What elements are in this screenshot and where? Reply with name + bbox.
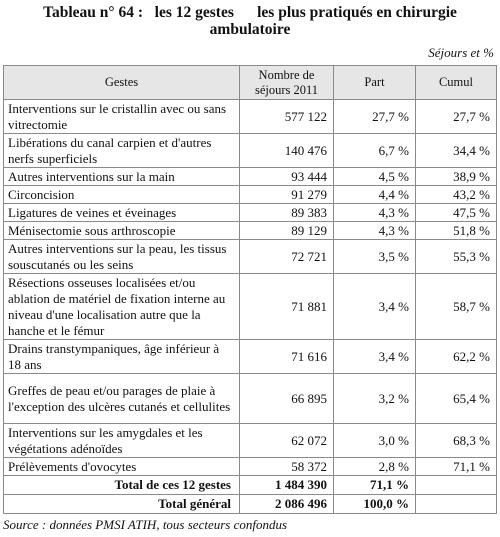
geste-cell: Greffes de peau et/ou parages de plaie à l'exception des ulcères cutanés et cellulites <box>4 374 240 424</box>
part-cell: 27,7 % <box>334 100 416 134</box>
unit-label: Séjours et % <box>428 45 494 60</box>
nombre-cell: 140 476 <box>240 134 334 168</box>
geste-cell: Résections osseuses localisées et/ou ablation de matériel de fixation interne au niveau d'une localisation autre que la hanche et le fémur <box>4 274 240 340</box>
total-12-nombre: 1 484 390 <box>240 476 334 495</box>
part-cell: 3,5 % <box>334 240 416 274</box>
geste-cell: Prélèvements d'ovocytes <box>4 458 240 476</box>
geste-cell: Autres interventions sur la main <box>4 168 240 186</box>
nombre-cell: 62 072 <box>240 424 334 458</box>
part-cell: 3,4 % <box>334 274 416 340</box>
table-row <box>4 274 497 340</box>
title-line-2: ambulatoire <box>209 21 291 38</box>
header-gestes: Gestes <box>4 66 240 100</box>
table-row <box>4 204 497 222</box>
data-table <box>3 65 497 514</box>
geste-cell: Interventions sur les amygdales et les végétations adénoïdes <box>4 424 240 458</box>
part-cell: 4,3 % <box>334 222 416 240</box>
nombre-cell: 71 881 <box>240 274 334 340</box>
part-cell: 2,8 % <box>334 458 416 476</box>
total-12-cumul <box>416 476 497 495</box>
geste-cell: Ligatures de veines et éveinages <box>4 204 240 222</box>
table-row <box>4 340 497 374</box>
total-12-row <box>4 476 497 495</box>
table-row <box>4 100 497 134</box>
total-12-label: Total de ces 12 gestes <box>4 476 240 495</box>
part-cell: 3,4 % <box>334 340 416 374</box>
nombre-cell: 89 383 <box>240 204 334 222</box>
total-general-part: 100,0 % <box>334 495 416 514</box>
cumul-cell: 55,3 % <box>416 240 497 274</box>
part-cell: 4,3 % <box>334 204 416 222</box>
cumul-cell: 58,7 % <box>416 274 497 340</box>
geste-cell: Drains transtympaniques, âge inférieur à 18 ans <box>4 340 240 374</box>
cumul-cell: 65,4 % <box>416 374 497 424</box>
part-cell: 6,7 % <box>334 134 416 168</box>
total-general-row <box>4 495 497 514</box>
cumul-cell: 71,1 % <box>416 458 497 476</box>
cumul-cell: 43,2 % <box>416 186 497 204</box>
table-row <box>4 424 497 458</box>
part-cell: 3,2 % <box>334 374 416 424</box>
source-note: Source : données PMSI ATIH, tous secteurs confondus <box>3 517 288 532</box>
cumul-cell: 51,8 % <box>416 222 497 240</box>
nombre-cell: 66 895 <box>240 374 334 424</box>
nombre-cell: 93 444 <box>240 168 334 186</box>
table-row <box>4 458 497 476</box>
cumul-cell: 47,5 % <box>416 204 497 222</box>
header-part: Part <box>334 66 416 100</box>
header-row <box>4 66 497 100</box>
cumul-cell: 34,4 % <box>416 134 497 168</box>
total-12-part: 71,1 % <box>334 476 416 495</box>
cumul-cell: 68,3 % <box>416 424 497 458</box>
nombre-cell: 91 279 <box>240 186 334 204</box>
cumul-cell: 62,2 % <box>416 340 497 374</box>
table-row <box>4 186 497 204</box>
cumul-cell: 27,7 % <box>416 100 497 134</box>
nombre-cell: 71 616 <box>240 340 334 374</box>
total-general-label: Total général <box>4 495 240 514</box>
table-row <box>4 168 497 186</box>
header-nombre: Nombre de séjours 2011 <box>240 66 334 100</box>
nombre-cell: 577 122 <box>240 100 334 134</box>
geste-cell: Autres interventions sur la peau, les tissus souscutanés ou les seins <box>4 240 240 274</box>
header-cumul: Cumul <box>416 66 497 100</box>
title-line-1: Tableau n° 64 : les 12 gestes les plus pratiqués en chirurgie <box>43 4 457 21</box>
total-general-cumul <box>416 495 497 514</box>
geste-cell: Ménisectomie sous arthroscopie <box>4 222 240 240</box>
table-row <box>4 374 497 424</box>
nombre-cell: 58 372 <box>240 458 334 476</box>
part-cell: 4,4 % <box>334 186 416 204</box>
nombre-cell: 72 721 <box>240 240 334 274</box>
table-row <box>4 240 497 274</box>
total-general-nombre: 2 086 496 <box>240 495 334 514</box>
geste-cell: Libérations du canal carpien et d'autres nerfs superficiels <box>4 134 240 168</box>
table-row <box>4 222 497 240</box>
part-cell: 3,0 % <box>334 424 416 458</box>
geste-cell: Interventions sur le cristallin avec ou sans vitrectomie <box>4 100 240 134</box>
table-row <box>4 134 497 168</box>
nombre-cell: 89 129 <box>240 222 334 240</box>
table-title <box>0 4 500 38</box>
geste-cell: Circoncision <box>4 186 240 204</box>
cumul-cell: 38,9 % <box>416 168 497 186</box>
part-cell: 4,5 % <box>334 168 416 186</box>
